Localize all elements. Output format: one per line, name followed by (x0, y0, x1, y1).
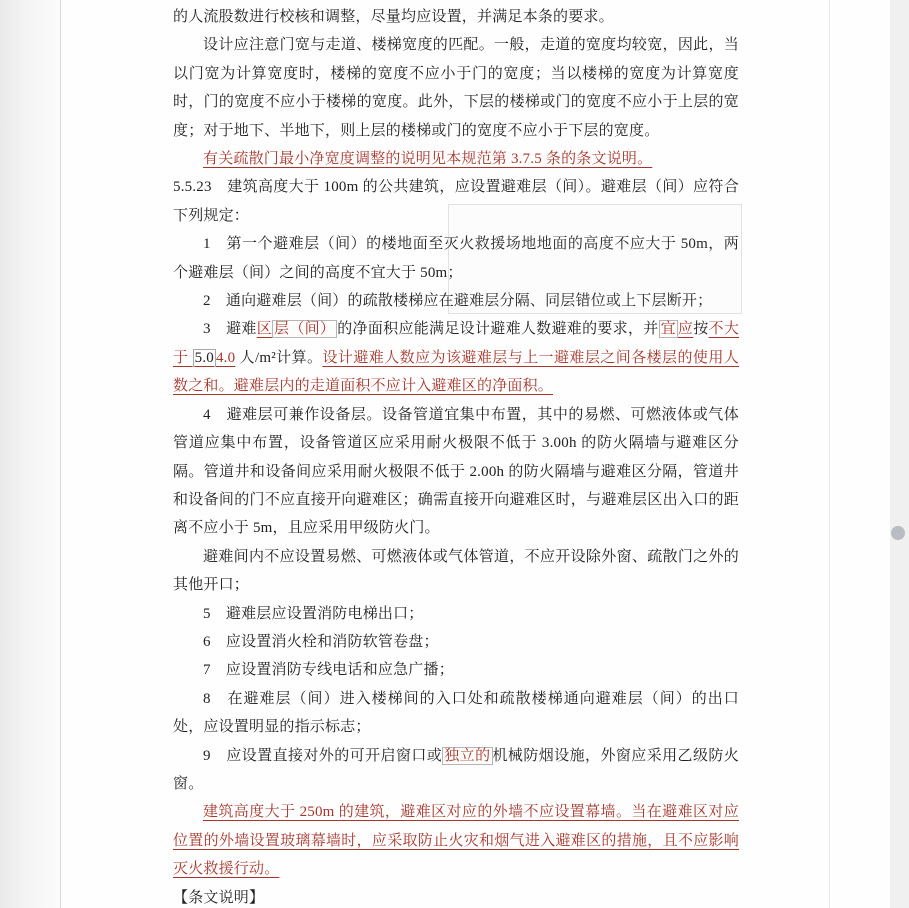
text-run-text: 5 避难层应设置消防电梯出口； (203, 605, 424, 622)
item-6 (173, 628, 739, 656)
para-design-note (173, 31, 739, 145)
item-5 (173, 600, 739, 628)
text-run-insert: 设计避难人数应为该避难层与上一避难层之间各楼层的使用人数之和。避难层内的走道面积不应计入避难区的净面积。 (173, 349, 739, 395)
text-run-text: 设计应注意门宽与走道、楼梯宽度的匹配。一般，走道的宽度均较宽，因此，当以门宽为计算宽度时，楼梯的宽度不应小于门的宽度；当以楼梯的宽度为计算宽度时，门的宽度不应小于楼梯的宽度。此外，下层的楼梯或门的宽度不应小于上层的宽度；对于地下、半地下，则上层的楼梯或门的宽度不应小于下层的宽度。 (173, 37, 739, 139)
text-run-delete: 5.0 (194, 349, 214, 366)
text-run-text: 2 通向避难层（间）的疏散楼梯应在避难层分隔、同层错位或上下层断开； (203, 293, 713, 310)
text-run-text: 【条文说明】 (173, 889, 265, 906)
item-8 (173, 685, 739, 742)
text-run-delete-red: 宜 (660, 321, 676, 338)
text-run-text: 的净面积应能满足设计避难人数避难的要求，并 (337, 321, 659, 338)
page-artifact-line (829, 0, 830, 908)
para-red-reference (173, 145, 739, 173)
text-run-text: 4 避难层可兼作设备层。设备管道宜集中布置，其中的易燃、可燃液体或气体管道应集中布置，设备管道区应采用耐火极限不低于 3.00h 的防火隔墙与避难区分隔。管道井和设备间应采用耐火极限不低于 2.00h 的防火隔墙与避难区分隔，管道井和设备间的门不应直接开向避难区；确需直接开向避难区时，与避难层区出入口的距离不应小于 5m，且应采用甲级防火门。 (173, 406, 739, 537)
text-run-insert: 不大于 (173, 321, 740, 366)
text-run-text: 9 应设置直接对外的可开启窗口或 (203, 747, 443, 764)
item-3 (173, 315, 739, 400)
para-red-250m (173, 798, 739, 883)
clause-5-5-23 (173, 173, 739, 230)
text-run-text: 5.5.23 建筑高度大于 100m 的公共建筑，应设置避难层（间）。避难层（间）应符合下列规定： (173, 179, 739, 224)
window-left-gutter (0, 0, 60, 908)
text-run-text: 按 (693, 321, 709, 338)
item-4 (173, 401, 739, 543)
text-run-text: 8 在避难层（间）进入楼梯间的入口处和疏散楼梯通向避难层（间）的出口处，应设置明显的指示标志； (173, 690, 739, 736)
text-run-insert: 区 (256, 321, 273, 338)
scroll-indicator-dot[interactable] (891, 526, 905, 540)
text-run-insert: 4.0 (215, 349, 236, 366)
scrollbar-track[interactable] (890, 0, 909, 908)
text-run-text: 7 应设置消防专线电话和应急广播； (203, 662, 454, 679)
para-explanation-header (173, 884, 739, 908)
text-run-text: 人/m²计算。 (235, 349, 323, 366)
text-run-text: 机械防烟设施，外窗应采用乙级防火窗。 (173, 747, 740, 792)
item-7 (173, 656, 739, 684)
para-refuge-room (173, 543, 739, 600)
text-run-text: 6 应设置消火栓和消防软管卷盘； (203, 633, 439, 650)
text-run-insert: 应 (677, 321, 694, 338)
text-run-insert: 建筑高度大于 250m 的建筑，避难区对应的外墙不应设置幕墙。当在避难区对应位置的外墙设置玻璃幕墙时，应采取防止火灾和烟气进入避难区的措施，且不应影响灭火救援行动。 (173, 804, 739, 878)
item-9 (173, 742, 739, 799)
text-run-insert: 有关疏散门最小净宽度调整的说明见本规范第 3.7.5 条的条文说明。 (203, 151, 653, 168)
text-run-delete-red: 独立的 (444, 747, 491, 764)
text-run-text: 避难间内不应设置易燃、可燃液体或气体管道，不应开设除外窗、疏散门之外的其他开口； (173, 548, 739, 594)
text-run-delete-red: 层（间） (274, 321, 336, 338)
text-run-text: 3 避难 (203, 321, 257, 338)
para-flow-continuation (173, 3, 739, 31)
text-run-text: 1 第一个避难层（间）的楼地面至灭火救援场地地面的高度不应大于 50m，两个避难层（间）之间的高度不宜大于 50m； (173, 236, 739, 281)
item-2 (173, 287, 739, 315)
text-column (173, 3, 739, 908)
item-1 (173, 230, 739, 287)
text-run-text: 的人流股数进行校核和调整，尽量均应设置，并满足本条的要求。 (173, 9, 614, 25)
document-page (60, 0, 890, 908)
